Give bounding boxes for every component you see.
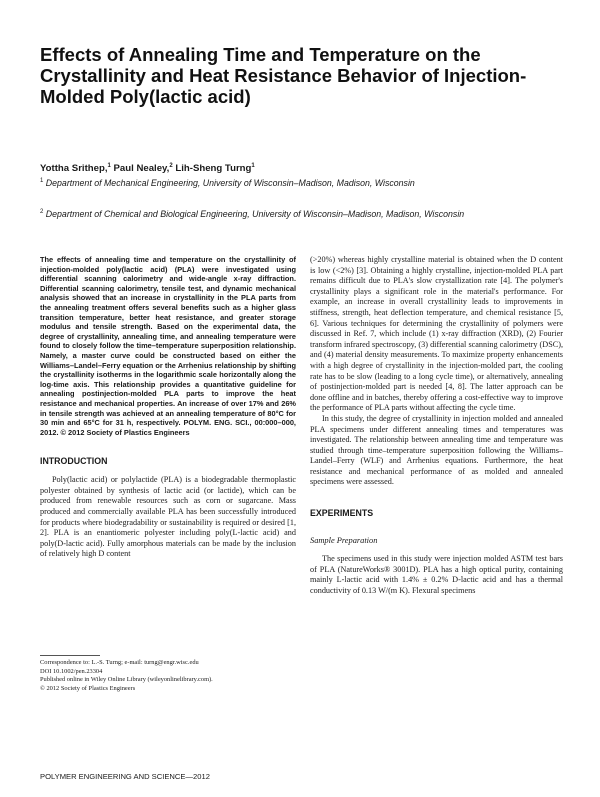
- copyright-note: © 2012 Society of Plastics Engineers: [40, 684, 136, 692]
- article-title: Effects of Annealing Time and Temperature on the Crystallinity and Heat Resistance Behavior of Injection-Molded Poly(lactic acid): [40, 44, 527, 107]
- affil-text: Department of Chemical and Biological Engineering, University of Wisconsin–Madison, Madison, Wisconsin: [45, 209, 465, 219]
- left-column: [40, 255, 296, 560]
- affil-marker: 1: [40, 178, 44, 185]
- affiliation: [40, 178, 570, 188]
- introduction-paragraph: In this study, the degree of crystallinity in injection molded and annealed PLA specimens under different annealing times and temperatures was investigated. The relationship between annealing time and temperature was studied through time–temperature superposition following the Williams–Landel–Ferry (WLF) and Arrhenius equations. Furthermore, the heat resistance and mechanical performance of as molded and annealed specimens were assessed.: [310, 413, 563, 487]
- introduction-paragraph-continued: (>20%) whereas highly crystalline material is obtained when the D content is low (<2%) [3]. Obtaining a highly crystalline, injection-molded PLA part remains difficult due to PLA's slow crystallization rate [4]. The polymer's crystallinity plays a significant role in the material's performance. For example, an increase in overall crystallinity leads to improvements in stiffness, strength, heat deflection temperature, and chemical resistance [5, 6]. Various techniques for determining the crystallinity of polymers were discussed in Ref. 7, which include (1) x-ray diffraction (XRD), (2) Fourier transform infrared spectroscopy, (3) differential scanning calorimetry (DSC), and (4) material density measurements. To maximize property enhancements with a high degree of crystallinity in the injection-molded part, the cooling rate has to be slow (leading to a long cycle time), or alternatively, annealing of postinjection-molded part is needed [4, 8]. The latter approach can be done offline and in batches, thereby offering a cost-effective way to improve the performance of PLA parts without affecting the cycle time.: [310, 255, 563, 413]
- running-footer: POLYMER ENGINEERING AND SCIENCE—2012: [40, 772, 210, 781]
- footnote-rule: [40, 655, 100, 656]
- author-list: [40, 163, 255, 174]
- experiments-heading: EXPERIMENTS: [310, 508, 374, 519]
- author-name: Lih-Sheng Turng: [175, 163, 252, 175]
- author-name: Yottha Srithep,: [40, 163, 108, 175]
- author-name: Paul Nealey,: [113, 163, 170, 175]
- affil-text: Department of Mechanical Engineering, University of Wisconsin–Madison, Madison, Wisconsin: [45, 178, 415, 188]
- affil-marker: 2: [40, 209, 44, 216]
- correspondence-note: Correspondence to: L.-S. Turng; e-mail: turng@engr.wisc.edu: [40, 659, 199, 666]
- experiments-paragraph: The specimens used in this study were injection molded ASTM test bars of PLA (NatureWorks® 3001D). PLA has a high optical purity, containing mainly L-lactic acid with 1.4% ± 0.2% D-lactic acid and has a thermal conductivity of 0.13 W/(m K). Flexural specimens: [310, 554, 563, 595]
- author-affil-marker: 2: [169, 163, 173, 169]
- footnotes: [40, 659, 296, 693]
- introduction-heading: INTRODUCTION: [40, 456, 108, 467]
- published-note: Published online in Wiley Online Library (wileyonlinelibrary.com).: [40, 676, 213, 683]
- author-affil-marker: 1: [107, 163, 111, 169]
- sample-preparation-subheading: Sample Preparation: [310, 536, 378, 546]
- introduction-paragraph: Poly(lactic acid) or polylactide (PLA) is a biodegradable thermoplastic polyester obtained by synthesis of lactic acid (or lactide), which can be produced from renewable resources such as corn or sugarcane. Mass produced and commercially available PLA has been successfully introduced for products where biodegradability or sustainability is required or desired [1, 2]. PLA is an enantiomeric polyester including poly(L-lactic acid) and poly(D-lactic acid). Fully amorphous materials can be made by the inclusion of relatively high D content: [40, 475, 296, 559]
- affiliation: [40, 209, 570, 219]
- doi-note: DOI 10.1002/pen.23304: [40, 667, 103, 675]
- author-affil-marker: 1: [251, 163, 255, 169]
- abstract: The effects of annealing time and temperature on the crystallinity of injection-molded poly(lactic acid) (PLA) were investigated using differential scanning calorimetry and wide-angle x-ray diffraction. Differential scanning calorimetry, tensile test, and dynamic mechanical analysis showed that an increase in crystallinity in the PLA parts from the annealing treatment offers several benefits such as a higher glass transition temperature, better heat resistance, and greater storage modulus and tensile strength. Based on the experimental data, the degree of crystallinity, annealing time, and annealing temperature were found to closely follow the time–temperature superposition relationship. Namely, a master curve could be constructed based on either the Williams–Landel–Ferry equation or the Arrhenius relationship by shifting the crystallinity isotherms in the logarithmic scale horizontally along the log-time axis. This relationship provides a quantitative guideline for annealing postinjection-molded PLA parts to improve the heat resistance and mechanical properties. An increase of over 17% and 26% in tensile strength was achieved at an annealing temperature of 80°C for 30 min and 65°C for 31 h, respectively. POLYM. ENG. SCI., 00:000–000, 2012. © 2012 Society of Plastics Engineers: [40, 255, 296, 437]
- right-column: [310, 255, 563, 596]
